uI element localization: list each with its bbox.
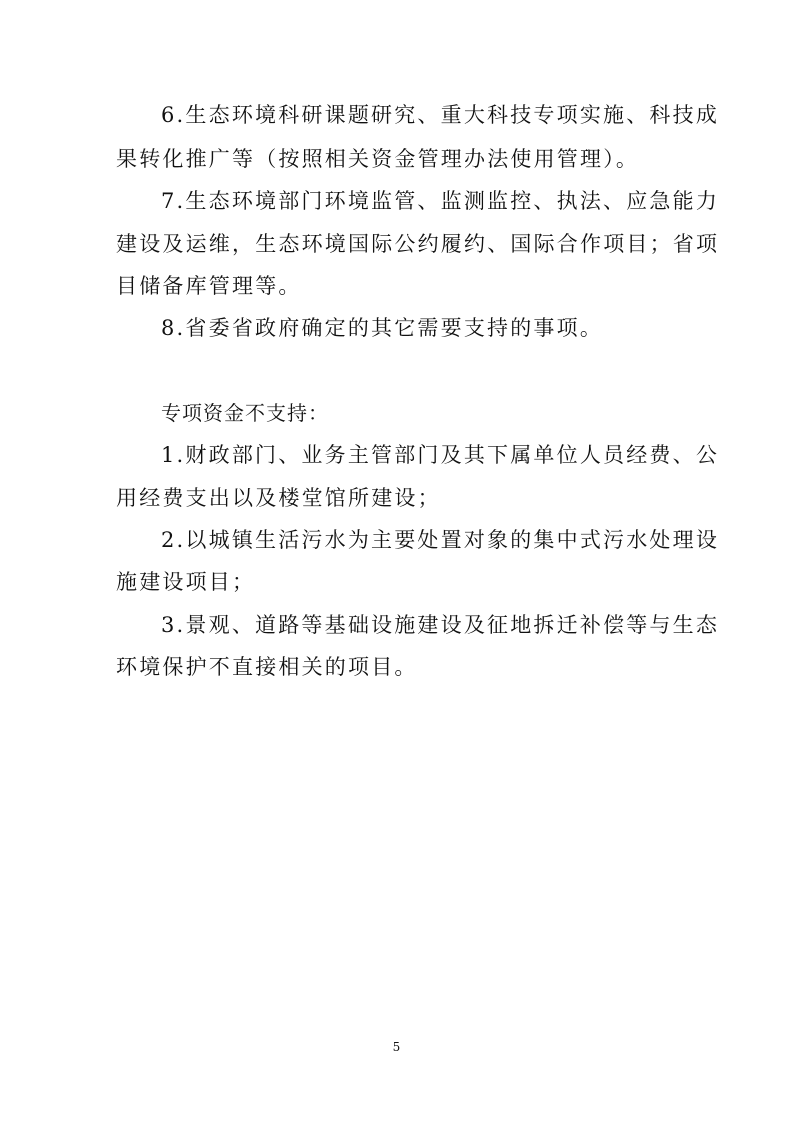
text-line-3-start: 3.景观、道路等基础设施建设及征地拆迁补偿等与生态 [161,613,720,637]
text-line-6-end: 果转化推广等（按照相关资金管理办法使用管理）。 [116,147,640,171]
text-line-1-end: 用经费支出以及楼堂馆所建设； [116,486,441,510]
text-line-2-start: 2.以城镇生活污水为主要处置对象的集中式污水处理设 [161,528,720,552]
page-number: 5 [392,1040,401,1054]
text-line-8: 8.省委省政府确定的其它需要支持的事项。 [161,316,604,340]
text-line-7-start: 7.生态环境部门环境监管、监测监控、执法、应急能力 [161,189,720,213]
text-line-7-end: 目储备库管理等。 [116,274,302,298]
text-line-6-start: 6.生态环境科研课题研究、重大科技专项实施、科技成 [161,103,720,127]
text-line-7-middle: 建设及运维，生态环境国际公约履约、国际合作项目；省项 [116,232,720,256]
text-line-1-start: 1.财政部门、业务主管部门及其下属单位人员经费、公 [161,443,720,467]
text-line-3-end: 环境保护不直接相关的项目。 [116,655,418,679]
section-heading: 专项资金不支持： [161,401,329,425]
text-line-2-end: 施建设项目； [116,570,256,594]
